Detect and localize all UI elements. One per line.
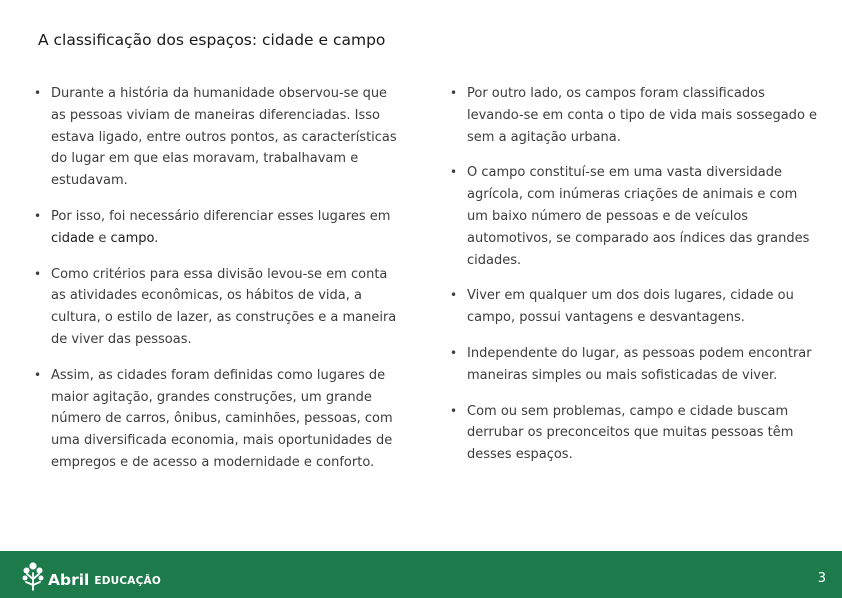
page-number: 3 [817, 571, 826, 586]
list-item [450, 401, 820, 466]
term-cidade: cidade [51, 230, 95, 246]
logo-sub-text: EDUCAÇÃO [94, 575, 161, 587]
list-item [450, 285, 820, 329]
list-item [34, 206, 404, 250]
bullet-text-end: . [154, 230, 159, 246]
abril-educacao-logo [22, 561, 161, 591]
bullet-icon: • [34, 367, 42, 382]
footer-bar [0, 551, 842, 598]
bullet-icon: • [34, 86, 42, 100]
list-item [34, 83, 404, 192]
list-item [450, 343, 820, 387]
logo-brand-text: Abril [48, 571, 90, 589]
bullet-icon: • [450, 288, 458, 303]
bullet-text-start: Por isso, foi necessário diferenciar esses lugares em [51, 208, 391, 224]
bullet-text: Com ou sem problemas, campo e cidade buscam derrubar os preconceitos que muitas pessoas têm desses espaços. [467, 403, 794, 463]
bullet-text: Como critérios para essa divisão levou-se em conta as atividades econômicas, os hábitos de vida, a cultura, o estilo de lazer, as construções e a maneira de viver das pessoas. [51, 266, 397, 347]
bullet-text: Por outro lado, os campos foram classificados levando-se em conta o tipo de vida mais sossegado e sem a agitação urbana. [467, 86, 818, 145]
bullet-icon: • [450, 165, 458, 180]
list-item [450, 83, 820, 148]
bullet-icon: • [34, 266, 42, 281]
bullet-text-conjunction: e [94, 230, 111, 246]
bullet-icon: • [450, 86, 458, 100]
bullet-icon: • [450, 403, 458, 418]
page-title: A classificação dos espaços: cidade e campo [38, 31, 386, 49]
bullet-text: Independente do lugar, as pessoas podem encontrar maneiras simples ou mais sofisticadas de viver. [467, 345, 812, 383]
bullet-text: O campo constituí-se em uma vasta diversidade agrícola, com inúmeras criações de animais e com um baixo número de pessoas e de veículos automotivos, se comparado aos índices das grandes cidades. [467, 165, 810, 268]
bullet-icon: • [34, 208, 42, 223]
bullet-icon: • [450, 345, 458, 360]
list-item [34, 264, 404, 351]
left-column [34, 83, 404, 488]
bullet-text: Assim, as cidades foram definidas como lugares de maior agitação, grandes construções, um grande número de carros, ônibus, caminhões, pessoas, com uma diversificada economia, mais oportunidades de empregos e de acesso a modernidade e conforto. [51, 367, 393, 470]
tree-icon [22, 561, 44, 591]
list-item [450, 162, 820, 271]
bullet-text: Viver em qualquer um dos dois lugares, cidade ou campo, possui vantagens e desvantagens. [467, 288, 794, 326]
right-column [450, 83, 820, 480]
term-campo: campo [110, 230, 155, 246]
bullet-text: Durante a história da humanidade observou-se que as pessoas viviam de maneiras diferenciadas. Isso estava ligado, entre outros pontos, as características do lugar em que elas moravam, trabalhavam e estudavam. [51, 86, 397, 189]
list-item [34, 365, 404, 474]
